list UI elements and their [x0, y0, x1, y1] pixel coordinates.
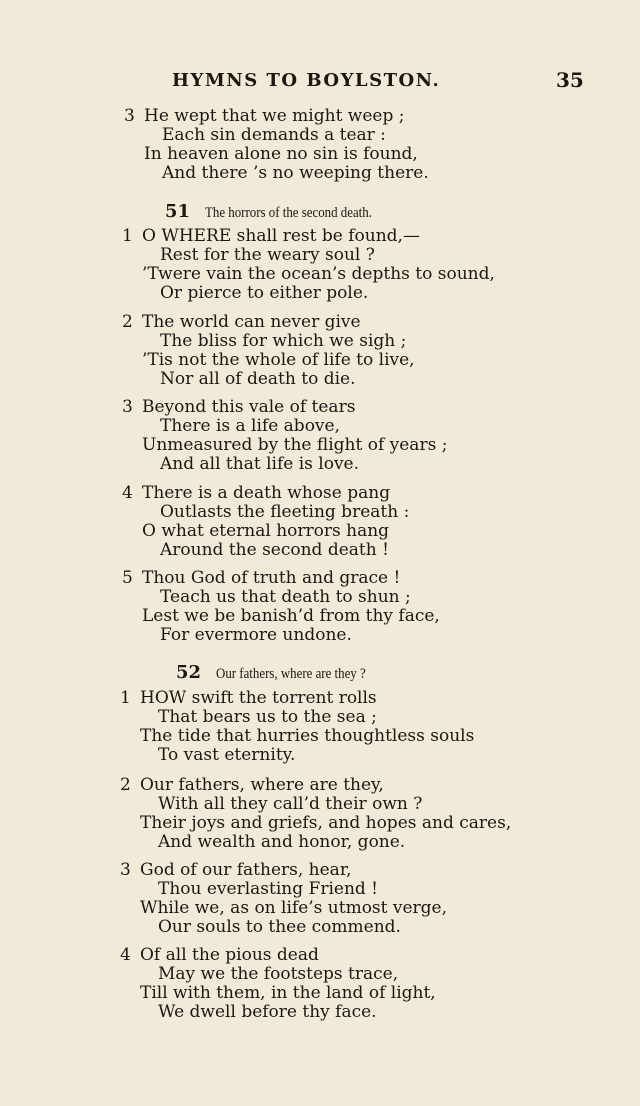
verse-line: For evermore undone. [160, 625, 352, 645]
verse-line: The bliss for which we sigh ; [160, 331, 407, 351]
hymn-heading [165, 201, 399, 222]
verse-line: And all that life is love. [160, 454, 360, 474]
verse-number: 3 [122, 397, 133, 417]
verse-line: There is a life above, [160, 416, 340, 436]
hymn-title: The horrors of the second death. [205, 205, 373, 221]
verse-number: 4 [122, 483, 133, 503]
verse-line: Around the second death ! [160, 540, 389, 560]
verse-line: Of all the pious dead [140, 945, 319, 965]
verse-line: O WHERE shall rest be found,— [142, 226, 420, 246]
verse-line: And wealth and honor, gone. [158, 832, 406, 852]
verse-line: Thou everlasting Friend ! [158, 879, 379, 899]
verse-line: While we, as on life’s utmost verge, [140, 898, 448, 918]
verse-line: Unmeasured by the flight of years ; [142, 435, 448, 455]
verse-line: God of our fathers, hear, [140, 860, 352, 880]
verse-line: Lest we be banish’d from thy face, [142, 606, 440, 626]
verse-line: Thou God of truth and grace ! [142, 568, 401, 588]
verse-line: Or pierce to either pole. [160, 283, 369, 303]
verse-line: That bears us to the sea ; [158, 707, 377, 727]
verse-number: 3 [124, 106, 135, 126]
verse-line: There is a death whose pang [142, 483, 391, 503]
verse-line: The tide that hurries thoughtless souls [140, 726, 475, 746]
verse-line: We dwell before thy face. [158, 1002, 377, 1022]
verse-line: With all they call’d their own ? [158, 794, 423, 814]
verse-line: O what eternal horrors hang [142, 521, 390, 541]
verse-line: The world can never give [142, 312, 361, 332]
verse-line: In heaven alone no sin is found, [144, 144, 418, 164]
page-number: 35 [556, 68, 584, 92]
verse-line: Nor all of death to die. [160, 369, 356, 389]
verse-line: To vast eternity. [158, 745, 296, 765]
verse-number: 1 [120, 688, 131, 708]
verse-number: 2 [120, 775, 131, 795]
running-head: HYMNS TO BOYLSTON. [172, 70, 441, 91]
verse-line: ’Twere vain the ocean’s depths to sound, [142, 264, 495, 284]
verse-line: Till with them, in the land of light, [140, 983, 436, 1003]
hymn-number: 51 [165, 201, 191, 222]
hymn-number: 52 [176, 662, 202, 683]
verse-line: Our fathers, where are they, [140, 775, 384, 795]
hymn-title: Our fathers, where are they ? [216, 666, 366, 682]
verse-number: 4 [120, 945, 131, 965]
verse-number: 1 [122, 226, 133, 246]
verse-number: 5 [122, 568, 133, 588]
verse-line: Our souls to thee commend. [158, 917, 401, 937]
verse-line: And there ’s no weeping there. [162, 163, 429, 183]
verse-line: Outlasts the fleeting breath : [160, 502, 410, 522]
verse-line: May we the footsteps trace, [158, 964, 399, 984]
verse-line: Rest for the weary soul ? [160, 245, 375, 265]
verse-number: 2 [122, 312, 133, 332]
verse-line: Teach us that death to shun ; [160, 587, 411, 607]
verse-line: He wept that we might weep ; [144, 106, 405, 126]
verse-line: ’Tis not the whole of life to live, [142, 350, 415, 370]
verse-line: Their joys and griefs, and hopes and cares, [140, 813, 512, 833]
hymn-heading [176, 662, 390, 683]
verse-line: Each sin demands a tear : [162, 125, 386, 145]
verse-line: Beyond this vale of tears [142, 397, 356, 417]
verse-line: HOW swift the torrent rolls [140, 688, 377, 708]
verse-number: 3 [120, 860, 131, 880]
